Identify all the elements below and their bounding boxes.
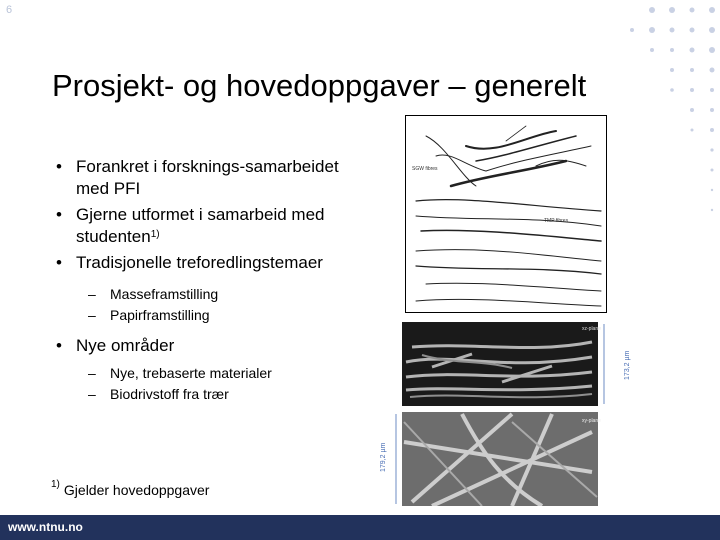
dash-marker: – [88, 386, 96, 402]
footer-bar [0, 515, 720, 540]
sub-bullet-item [56, 305, 376, 326]
microscopy-images [392, 322, 616, 506]
footer-url-link[interactable]: www.ntnu.no [8, 520, 83, 534]
sub-bullet-item [56, 284, 376, 305]
footnote-ref: 1) [150, 229, 160, 240]
bullet-text: Nye områder [76, 336, 175, 355]
sub-bullet-item [56, 363, 376, 384]
sub-bullet-text: Nye, trebaserte materialer [110, 365, 272, 381]
microscopy-figure [380, 322, 631, 506]
slide-number: 6 [6, 4, 13, 16]
sub-bullet-text: Papirframstilling [110, 307, 210, 323]
fibre-drawing-figure [405, 115, 607, 313]
bullet-text: Gjerne utformet i samarbeid med studenten [76, 205, 325, 246]
bullet-list [56, 156, 376, 405]
bullet-item [56, 252, 376, 274]
bullet-text: Forankret i forsknings-samarbeidet med PFI [76, 157, 339, 198]
bullet-item [56, 156, 376, 200]
xy-scale-label: 179,2 µm [380, 442, 387, 472]
bullet-marker: • [56, 336, 62, 355]
xz-plane-label: xz-plane [582, 326, 601, 332]
sub-bullet-text: Masseframstilling [110, 286, 219, 302]
dash-marker: – [88, 286, 96, 302]
dash-marker: – [88, 307, 96, 323]
footnote-marker: 1) [51, 479, 60, 490]
footnote-text: Gjelder hovedoppgaver [63, 482, 210, 498]
tmp-label: TMP fibres [544, 218, 569, 224]
dash-marker: – [88, 365, 96, 381]
bullet-item [56, 204, 376, 248]
bullet-marker: • [56, 253, 62, 272]
xz-scale-label: 173,2 µm [624, 350, 631, 380]
xy-plane-label: xy-plane [582, 418, 601, 424]
bullet-marker: • [56, 157, 62, 176]
bullet-text: Tradisjonelle treforedlingstemaer [76, 253, 323, 272]
sgw-label: SGW fibres [412, 166, 438, 172]
sub-bullet-item [56, 384, 376, 405]
fibre-drawing [406, 116, 606, 312]
slide-title: Prosjekt- og hovedoppgaver – generelt [52, 68, 587, 103]
footnote [51, 479, 210, 498]
bullet-marker: • [56, 205, 62, 224]
sub-bullet-text: Biodrivstoff fra trær [110, 386, 229, 402]
bullet-item [56, 335, 376, 357]
